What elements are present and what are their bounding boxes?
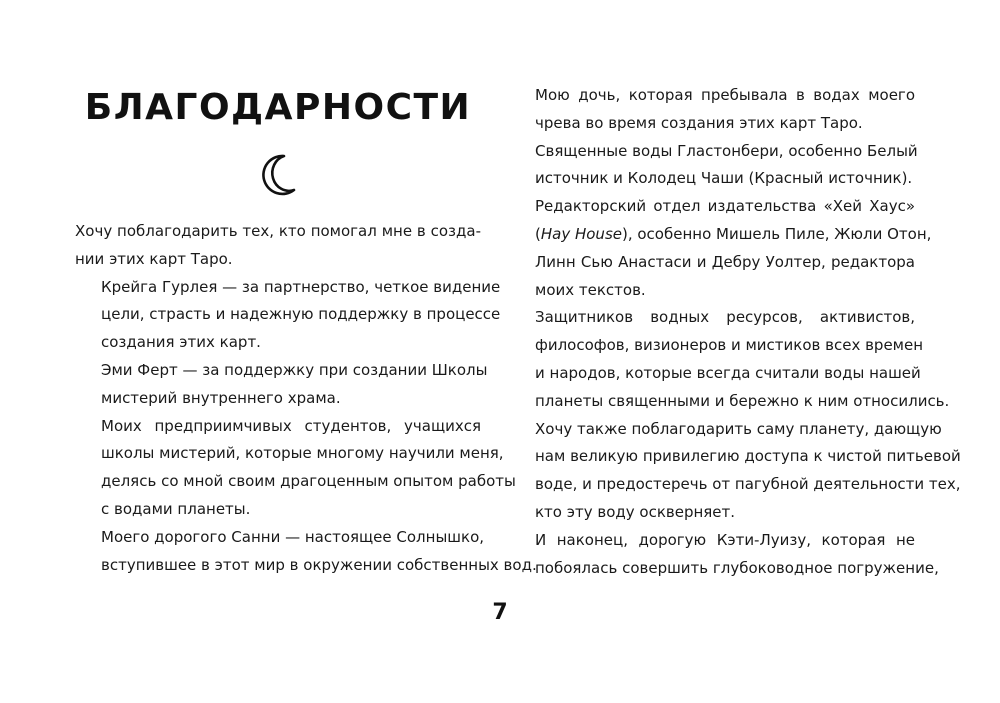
paragraph (509, 82, 915, 138)
text-line: кто эту воду оскверняет. (535, 502, 736, 521)
text-line: Линн Сью Анастаси и Дебру Уолтер, редактора (535, 252, 915, 271)
text-line: (Hay House), особенно Мишель Пиле, Жюли Отон, (535, 224, 932, 243)
paragraph (509, 304, 961, 526)
paragraph (509, 138, 918, 194)
text-line: моих текстов. (535, 280, 646, 299)
crescent-moon-icon (254, 152, 300, 198)
paragraph (75, 218, 481, 274)
text-line: с водами планеты. (101, 499, 251, 518)
page-number: 7 (492, 600, 508, 625)
text-line: Моего дорогого Санни — настоящее Солнышко, (101, 527, 485, 546)
text-line: источник и Колодец Чаши (Красный источник). (535, 169, 913, 188)
text-line: Священные воды Гластонбери, особенно Белый (535, 141, 918, 160)
paragraph (75, 274, 501, 357)
text-line: воде, и предостеречь от пагубной деятельности тех, (535, 475, 961, 494)
text-line: и народов, которые всегда считали воды нашей (535, 363, 921, 382)
text-line: Моих предприимчивых студентов, учащихся (101, 416, 481, 435)
text-line: Защитников водных ресурсов, активистов, (535, 308, 915, 327)
text-line: Хочу поблагодарить тех, кто помогал мне в созда- (75, 222, 481, 240)
text-line: нии этих карт Таро. (75, 249, 233, 268)
paragraph (75, 524, 537, 580)
left-column-text (75, 218, 537, 579)
text-line: цели, страсть и надежную поддержку в процессе (101, 305, 501, 324)
text-line: школы мистерий, которые многому научили меня, (101, 444, 504, 463)
text-line: Крейга Гурлея — за партнерство, четкое видение (101, 277, 501, 296)
text-line: делясь со мной своим драгоценным опытом работы (101, 472, 516, 491)
text-line: планеты священными и бережно к ним относились. (535, 391, 950, 410)
text-line: Хочу также поблагодарить саму планету, дающую (535, 419, 942, 438)
page-heading: БЛАГОДАРНОСТИ (84, 87, 472, 128)
text-line: философов, визионеров и мистиков всех времен (535, 336, 924, 355)
text-line: нам великую привилегию доступа к чистой питьевой (535, 447, 961, 466)
paragraph (75, 413, 516, 524)
text-line: создания этих карт. (101, 333, 261, 352)
text-line: Редакторский отдел издательства «Хей Хаус» (535, 197, 915, 216)
text-line: Мою дочь, которая пребывала в водах моего (535, 86, 915, 104)
right-column-text (509, 82, 961, 582)
paragraph (509, 527, 939, 583)
text-line: чрева во время создания этих карт Таро. (535, 113, 863, 132)
text-line: Эми Ферт — за поддержку при создании Школы (101, 360, 488, 379)
paragraph (75, 357, 488, 413)
text-line: вступившее в этот мир в окружении собственных вод. (101, 555, 537, 574)
text-line: И наконец, дорогую Кэти-Луизу, которая не (535, 530, 915, 549)
paragraph (509, 193, 932, 304)
text-line: побоялась совершить глубоководное погружение, (535, 558, 939, 577)
text-line: мистерий внутреннего храма. (101, 388, 341, 407)
